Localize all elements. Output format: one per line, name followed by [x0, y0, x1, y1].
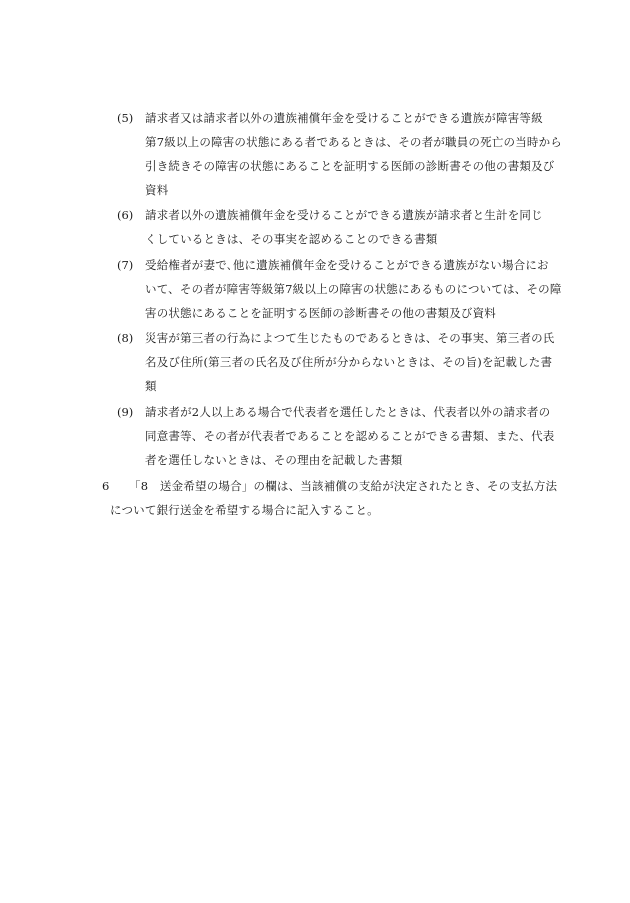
- text-line: 災害が第三者の行為によつて生じたものであるときは、その事実、第三者の氏: [145, 331, 555, 345]
- text-line: 「8 送金希望の場合」の欄は、当該補償の支給が決定されたとき、その支払方法: [129, 479, 558, 493]
- text-line: 者を選任しないときは、その理由を記載した書類: [145, 453, 403, 467]
- item-text: [145, 203, 557, 251]
- text-line: くしているときは、その事実を認めることのできる書類: [145, 232, 438, 246]
- text-line: 同意書等、その者が代表者であることを認めることができる書類、また、代表: [145, 429, 555, 443]
- list-item-9: [117, 400, 557, 472]
- item-text: [145, 400, 557, 472]
- list-item-7: [117, 253, 562, 325]
- text-line: 請求者又は請求者以外の遺族補償年金を受けることができる遺族が障害等級: [145, 111, 543, 125]
- text-line: 資料: [145, 183, 169, 197]
- section-text: [102, 474, 562, 522]
- text-line: 請求者以外の遺族補償年金を受けることができる遺族が請求者と生計を同じ: [145, 208, 543, 222]
- item-number: (8): [117, 331, 134, 345]
- text-line: 引き続きその障害の状態にあることを証明する医師の診断書その他の書類及び: [145, 159, 555, 173]
- text-line: いて、その者が障害等級第7級以上の障害の状態にあるものについては、その障: [145, 282, 562, 296]
- text-line: 受給権者が妻で､他に遺族補償年金を受けることができる遺族がない場合にお: [145, 258, 549, 272]
- text-line: 害の状態にあることを証明する医師の診断書その他の書類及び資料: [145, 306, 496, 320]
- item-number: (7): [117, 258, 134, 272]
- list-item-6: [117, 203, 557, 251]
- text-line: 第7級以上の障害の状態にある者であるときは、その者が職員の死亡の当時から: [145, 135, 563, 149]
- text-line: 名及び住所(第三者の氏名及び住所が分からないときは、その旨)を記載した書: [145, 355, 553, 369]
- section-number: 6: [102, 479, 110, 493]
- section-6: [102, 474, 562, 522]
- item-number: (9): [117, 405, 134, 419]
- item-text: [145, 253, 562, 325]
- item-text: [145, 326, 557, 398]
- list-item-5: [117, 106, 563, 202]
- item-number: (6): [117, 208, 134, 222]
- text-line: 請求者が2人以上ある場合で代表者を選任したときは、代表者以外の請求者の: [145, 405, 551, 419]
- list-item-8: [117, 326, 557, 398]
- text-line: 類: [145, 379, 157, 393]
- item-number: (5): [117, 111, 134, 125]
- text-line: について銀行送金を希望する場合に記入すること。: [110, 503, 379, 517]
- item-text: [145, 106, 563, 202]
